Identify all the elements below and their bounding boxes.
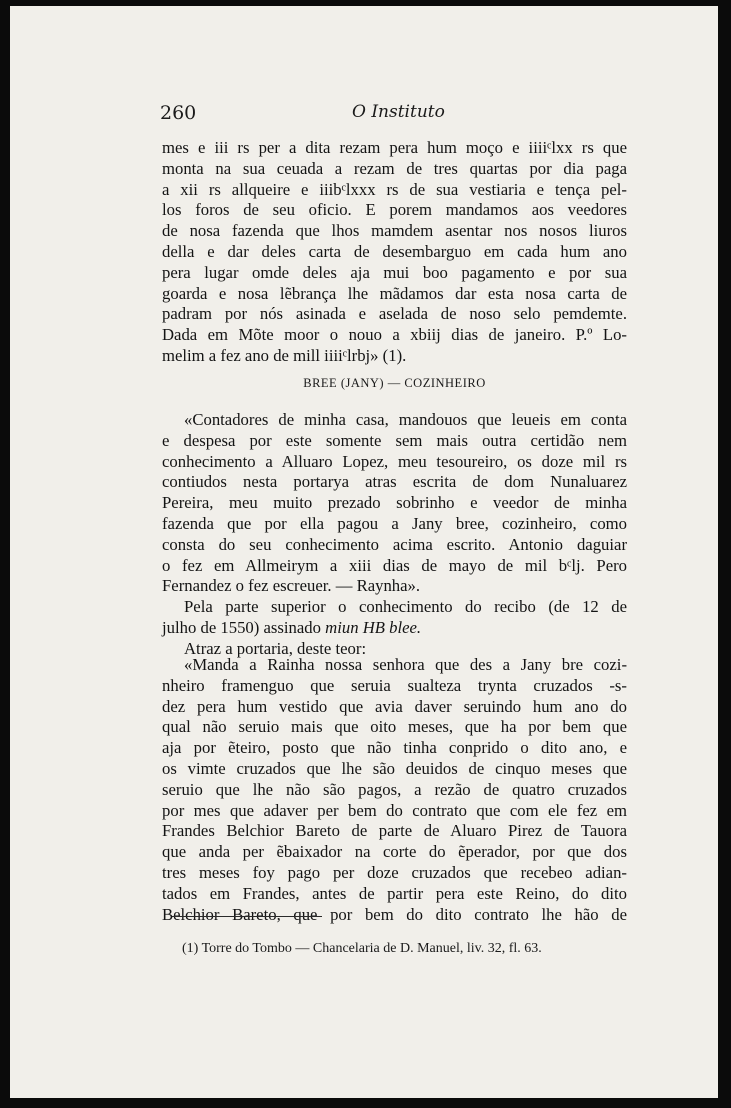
text-line: Pela parte superior o conhecimento do recibo (de 12 de (184, 597, 627, 617)
text-line: monta na sua ceuada a rezam de tres quartas por dia paga (162, 158, 627, 178)
text-line: o fez em Allmeirym a xiii dias de mayo de mil bᶜlj. Pero (162, 555, 627, 575)
text-line: fazenda que por ella pagou a Jany bree, cozinheiro, como (162, 513, 627, 533)
text-line: Dada em Mõte moor o nouo a xbiij dias de janeiro. P.º Lo- (162, 325, 627, 345)
text-line: Fernandez o fez escreuer. — Raynha». (162, 576, 421, 596)
text-line: della e dar deles carta de desembarguo em cada hum ano (162, 241, 627, 261)
text-line: dez pera hum vestido que avia daver seruindo hum ano do (162, 696, 627, 716)
text-line: «Contadores de minha casa, mandouos que leueis em conta (184, 410, 627, 429)
text-line: e despesa por este somente sem mais outra certidão nem (162, 430, 627, 450)
section-heading: BREE (JANY) — COZINHEIRO (303, 376, 486, 390)
text-line: por mes que adaver per bem do contrato que com ele fez em (162, 800, 627, 820)
text-line: conhecimento a Alluaro Lopez, meu tesoureiro, os doze mil rs (162, 451, 627, 471)
text-line: mes e iii rs per a dita rezam pera hum moço e iiiiᶜlxx rs que (162, 138, 627, 157)
text-line: aja por ẽteiro, posto que não tinha conprido o dito ano, e (162, 738, 627, 758)
running-title: O Instituto (352, 102, 445, 122)
text-line: nheiro framenguo que seruia sualteza trynta cruzados -s- (162, 675, 627, 695)
text-line: os vimte cruzados que lhe são deuidos de cinquo meses que (162, 758, 627, 778)
text-line: qual não seruio mais que oito meses, que ha por bem que (162, 717, 627, 737)
text-line: pera lugar omde deles aja mui boo pagamento e por sua (162, 262, 627, 282)
text-line: Pereira, meu muito prezado sobrinho e veedor de minha (162, 493, 627, 513)
text-line: seruio que lhe não são pagos, a rezão de quatro cruzados (162, 779, 627, 799)
text-line: padram por nós asinada e aselada de noso selo pemdemte. (162, 304, 627, 324)
signature-text: miun HB blee. (325, 617, 422, 637)
paragraph-2 (162, 410, 627, 660)
text-line: «Manda a Rainha nossa senhora que des a Jany bre cozi- (184, 655, 627, 674)
text-line: tres meses foy pago per doze cruzados que recebeo adian- (162, 862, 627, 882)
paragraph-1 (162, 138, 627, 367)
page-number: 260 (160, 102, 197, 124)
text-line (162, 618, 627, 639)
book-page (10, 6, 718, 1098)
text-line: Belchior Bareto, que por bem do dito contrato lhe hão de (162, 904, 627, 924)
text-line: Atraz a portaria, deste teor: (184, 638, 367, 658)
text-line: que anda per ẽbaixador na corte do ẽperador, por que dos (162, 842, 627, 862)
page-header (160, 102, 620, 126)
footnote: (1) Torre do Tombo — Chancelaria de D. Manuel, liv. 32, fl. 63. (182, 941, 542, 956)
text-line: a xii rs allqueire e iiibᶜlxxx rs de sua vestiaria e tença pel- (162, 179, 627, 199)
text-line: Frandes Belchior Bareto de parte de Aluaro Pirez de Tauora (162, 821, 627, 841)
text-line: los foros de seu oficio. E porem mandamos aos veedores (162, 200, 627, 220)
text-line: goarda e nosa lẽbrança lhe mãdamos dar esta nosa carta de (162, 283, 627, 303)
text-line: melim a fez ano de mill iiiiᶜlrbj» (1). (162, 345, 407, 365)
text-line: consta do seu conhecimento acima escrito. Antonio daguiar (162, 534, 627, 554)
paragraph-5 (162, 655, 627, 925)
text-line: de nosa fazenda que lhos mamdem asentar nos nosos liuros (162, 221, 627, 241)
text-line: tados em Frandes, antes de partir pera este Reino, do dito (162, 883, 627, 903)
footnote-divider (172, 916, 322, 917)
text-line: contiudos nesta portarya atras escrita de dom Nunaluarez (162, 472, 627, 492)
text-fragment: julho de 1550) assinado (162, 617, 326, 637)
